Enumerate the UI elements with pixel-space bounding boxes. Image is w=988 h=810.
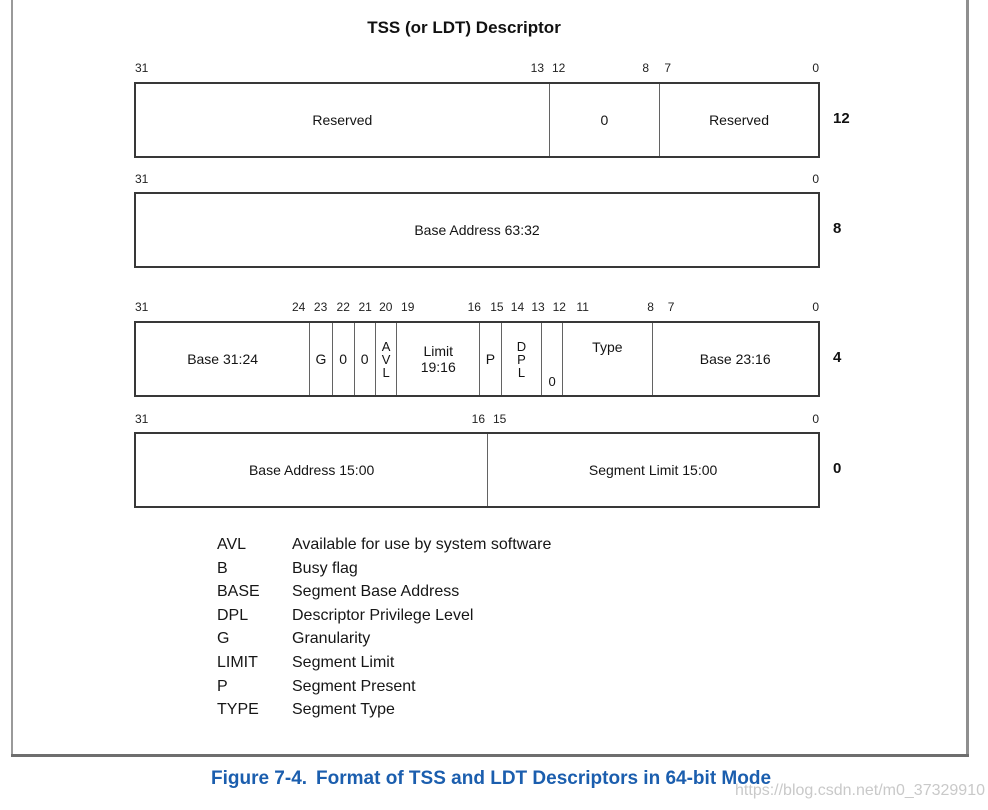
dword-row-offset-0 [134, 412, 820, 478]
figure-frame-bottom [11, 754, 969, 757]
legend-definition: Available for use by system software [292, 536, 552, 553]
legend-item-dpl [217, 604, 551, 628]
avl-letter: V [381, 351, 391, 367]
avl-letter: A [381, 338, 391, 354]
watermark-url: https://blog.csdn.net/m0_37329910 [735, 782, 985, 799]
bit-label: 19 [401, 300, 415, 314]
dword-box-offset-0 [134, 432, 820, 508]
bit-label: 13 [530, 61, 545, 75]
dpl-letter: P [517, 351, 526, 367]
dword-box-offset-4 [134, 321, 820, 397]
legend-term: LIMIT [217, 653, 258, 671]
legend-item-base [217, 580, 551, 604]
legend-definition: Descriptor Privilege Level [292, 606, 474, 624]
field-present: P [479, 323, 501, 395]
figure-caption-text: Format of TSS and LDT Descriptors in 64-bit Mode [316, 768, 772, 789]
field-reserved-low: Reserved [659, 84, 818, 156]
bit-labels-row-4 [134, 300, 820, 317]
legend-term: DPL [217, 606, 249, 624]
bit-label: 16 [467, 300, 481, 314]
field-zero-12-8: 0 [549, 84, 659, 156]
bit-label: 12 [551, 61, 566, 75]
legend-definition: Segment Base Address [292, 583, 460, 601]
bit-label: 23 [313, 300, 328, 314]
bit-label: 20 [379, 300, 393, 314]
legend-term: G [217, 630, 230, 648]
legend-definition: Busy flag [292, 559, 358, 577]
legend-definition: Segment Present [292, 677, 416, 695]
dword-box-offset-12 [134, 82, 820, 158]
bit-labels-row-12 [134, 61, 820, 78]
legend-item-limit [217, 651, 551, 675]
figure-caption-number: Figure 7-4. [210, 768, 308, 789]
legend-term: AVL [217, 536, 247, 553]
bit-label: 0 [812, 412, 819, 426]
bit-label: 7 [667, 300, 675, 314]
bit-label: 15 [492, 412, 507, 426]
field-zero-12: 0 [541, 323, 562, 395]
field-type: Type [562, 323, 651, 395]
bit-label: 11 [576, 300, 589, 314]
byte-offset-12: 12 [833, 110, 850, 127]
field-base-63-32: Base Address 63:32 [414, 222, 540, 238]
field-zero-21: 0 [354, 323, 375, 395]
field-avl [375, 323, 397, 395]
limit-line: Limit [423, 343, 454, 359]
byte-offset-8: 8 [833, 220, 842, 237]
dword-box-offset-8 [134, 192, 820, 268]
bit-label: 13 [531, 300, 545, 314]
field-base-31-24: Base 31:24 [187, 351, 259, 367]
bit-label: 0 [812, 61, 819, 75]
bit-label: 22 [336, 300, 350, 314]
dword-row-offset-12 [134, 61, 820, 128]
field-limit-19-16 [396, 323, 479, 395]
legend-item-g [217, 627, 551, 651]
bit-label: 0 [812, 300, 819, 314]
bit-labels-row-0 [134, 412, 820, 429]
dword-row-offset-8 [134, 172, 820, 238]
dword-row-offset-4 [134, 300, 820, 389]
dpl-letter: L [517, 364, 526, 380]
field-granularity: G [309, 323, 332, 395]
field-dpl [501, 323, 541, 395]
legend-item-type [217, 698, 551, 722]
bit-labels-row-8 [134, 172, 820, 189]
bit-label: 12 [552, 300, 566, 314]
legend-definition: Segment Limit [292, 653, 395, 671]
bit-label: 31 [135, 412, 149, 426]
field-base-23-16: Base 23:16 [652, 323, 818, 395]
field-reserved-high: Reserved [312, 112, 373, 128]
dpl-letter: D [516, 338, 527, 354]
figure-frame-right [966, 0, 969, 756]
figure-frame-left [11, 0, 13, 756]
field-base-15-00: Base Address 15:00 [248, 462, 375, 478]
byte-offset-0: 0 [833, 460, 842, 477]
legend-term: P [217, 677, 228, 695]
bit-label: 8 [642, 61, 650, 75]
legend-term: B [217, 559, 228, 577]
diagram-title: TSS (or LDT) Descriptor [367, 18, 561, 37]
bit-label: 24 [291, 300, 306, 314]
bit-label: 31 [135, 300, 149, 314]
field-segment-limit-15-00: Segment Limit 15:00 [487, 434, 818, 506]
bit-label: 16 [471, 412, 486, 426]
avl-letter: L [382, 364, 390, 380]
bit-label: 7 [664, 61, 672, 75]
bit-label: 15 [490, 300, 504, 314]
bit-label: 14 [510, 300, 525, 314]
legend [217, 533, 551, 722]
legend-item-b [217, 557, 551, 581]
legend-item-avl [217, 533, 551, 557]
legend-term: BASE [217, 583, 260, 601]
legend-definition: Granularity [292, 630, 371, 648]
bit-label: 31 [135, 172, 149, 186]
bit-label: 21 [358, 300, 372, 314]
legend-term: TYPE [217, 701, 259, 719]
bit-label: 0 [812, 172, 819, 186]
limit-line: 19:16 [420, 359, 456, 375]
bit-label: 8 [647, 300, 654, 314]
legend-definition: Segment Type [292, 701, 395, 719]
legend-item-p [217, 675, 551, 699]
field-zero-22: 0 [332, 323, 354, 395]
bit-label: 31 [135, 61, 149, 75]
byte-offset-4: 4 [833, 349, 842, 366]
